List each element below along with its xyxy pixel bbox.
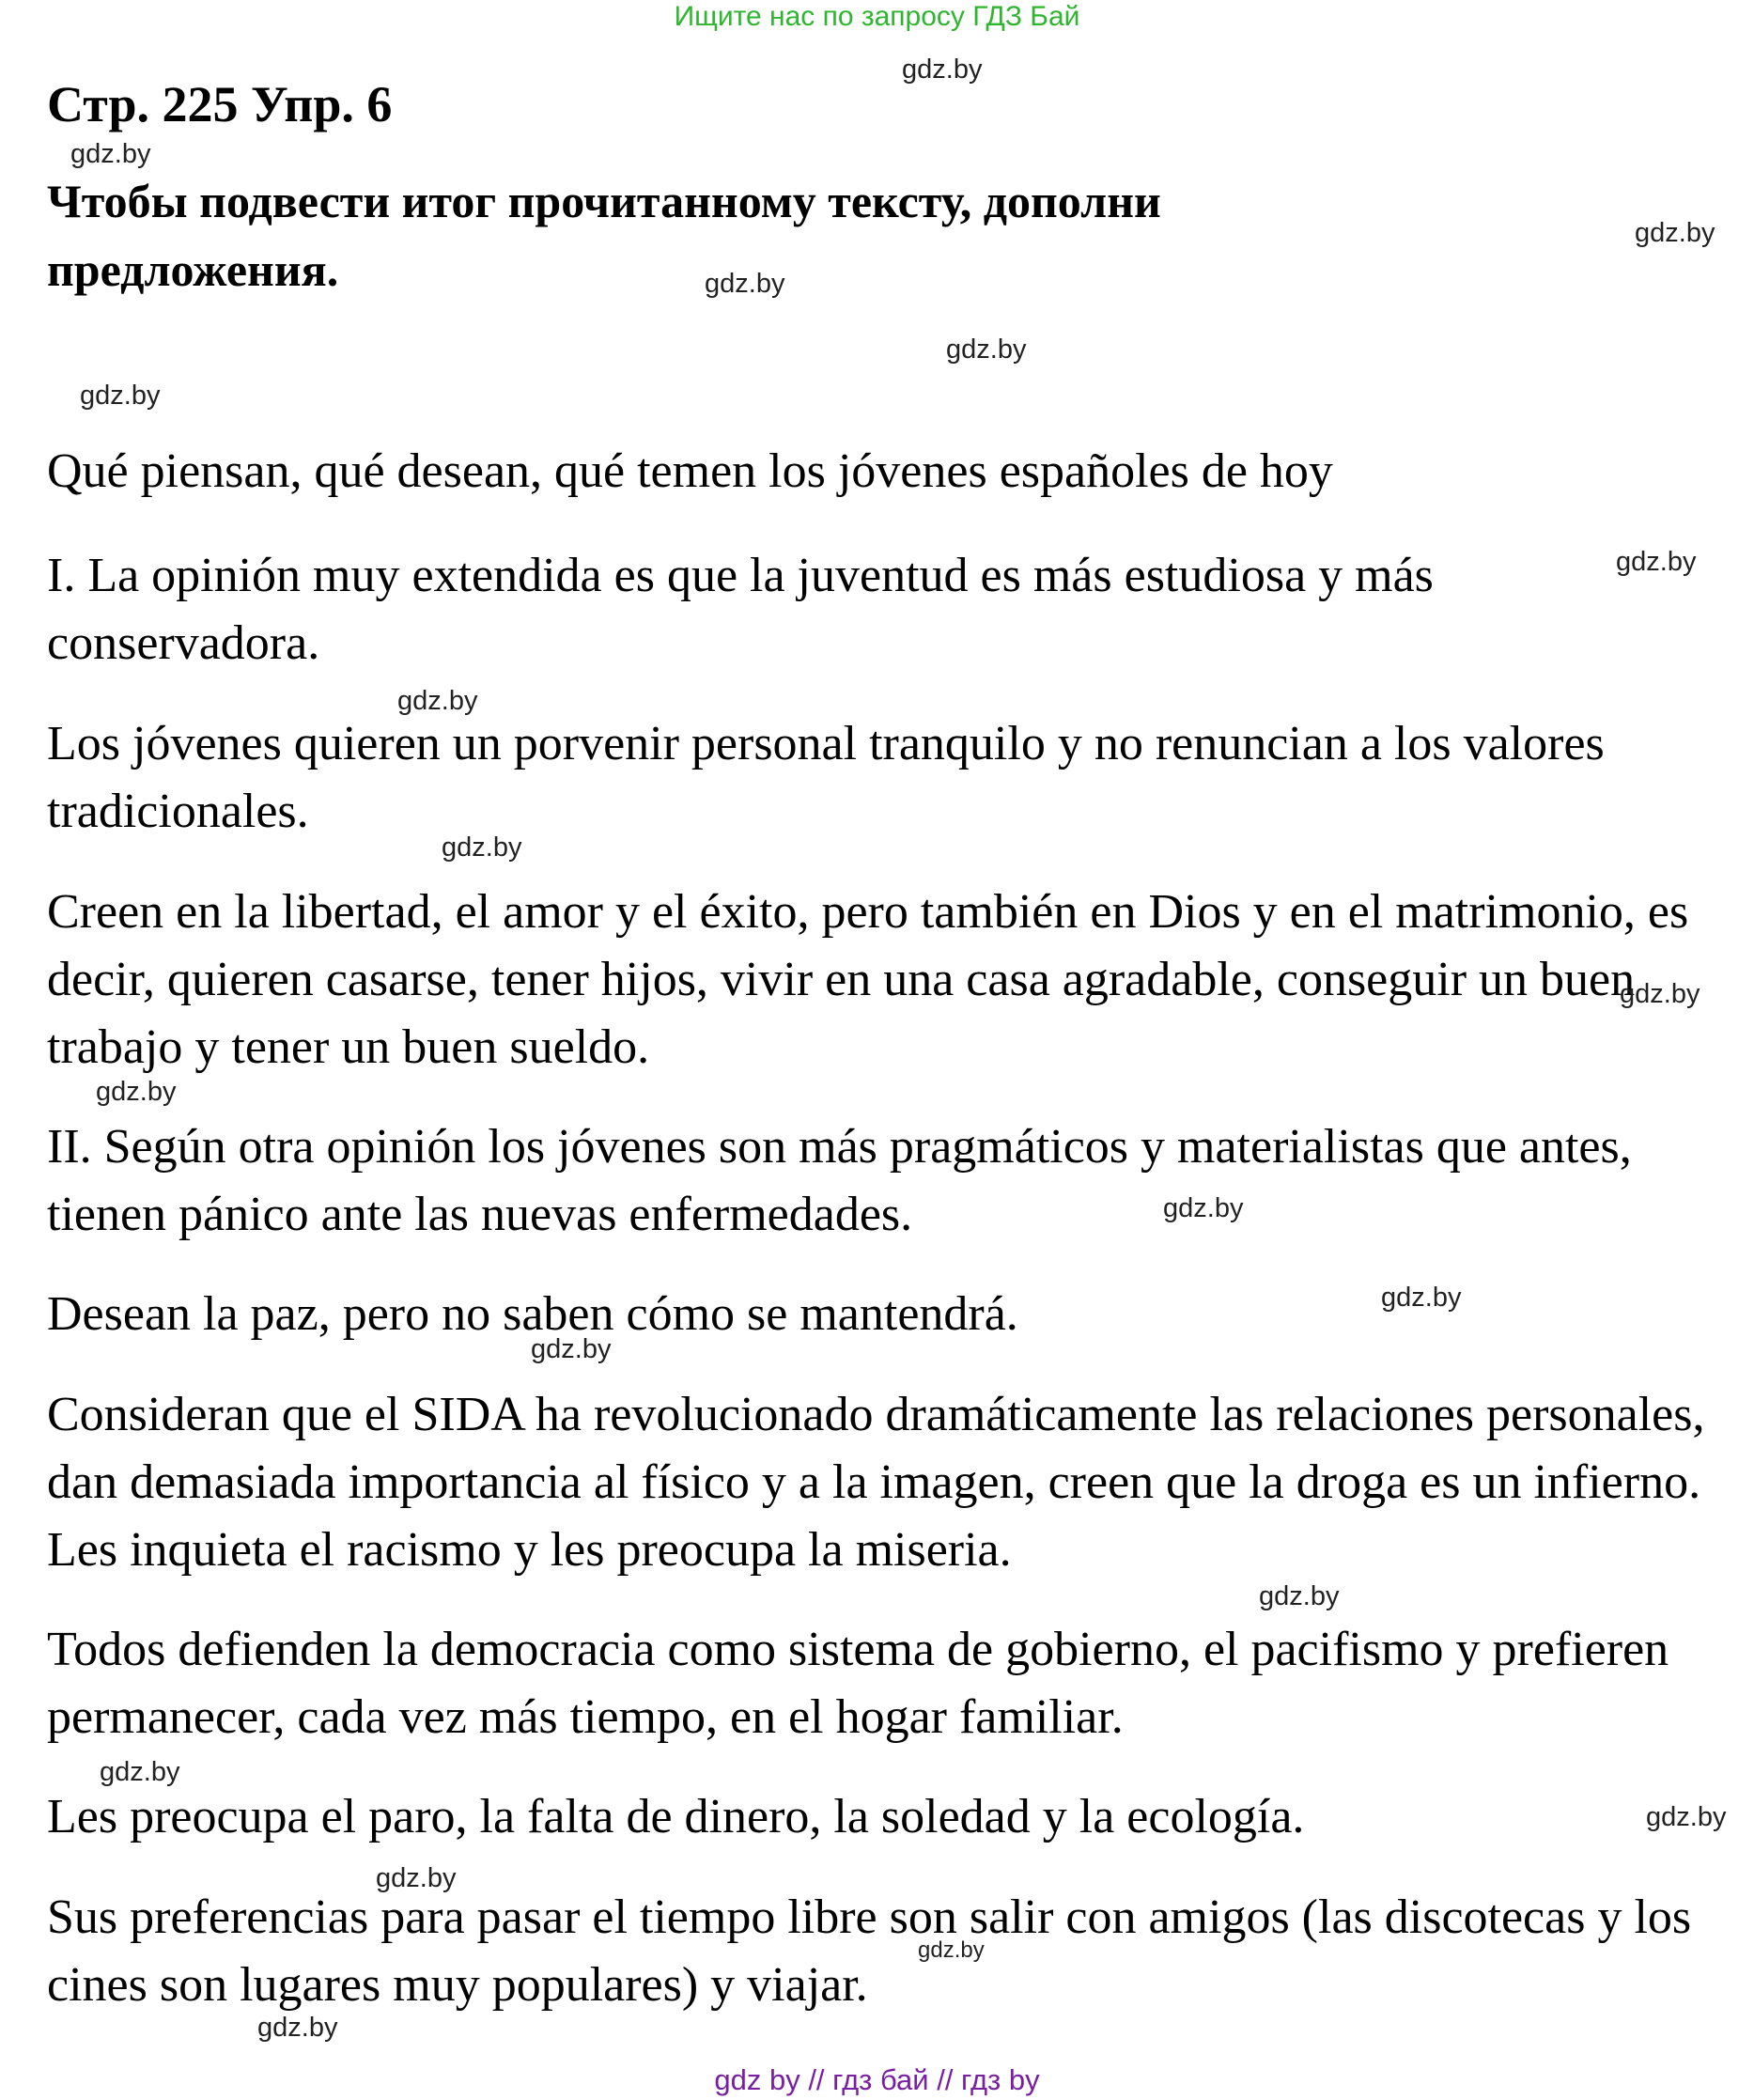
- watermark: gdz.by: [1620, 979, 1700, 1009]
- watermark: gdz.by: [918, 1937, 985, 1963]
- paragraph-2: Los jóvenes quieren un porvenir personal tranquilo y no renuncian a los valores tradicionales.: [47, 717, 1605, 838]
- watermark: gdz.by: [1259, 1581, 1340, 1611]
- paragraph-8: Les preocupa el paro, la falta de dinero, la soledad y la ecología.: [47, 1790, 1305, 1843]
- watermark: gdz.by: [1381, 1283, 1462, 1313]
- watermark: gdz.by: [100, 1757, 180, 1787]
- paragraph-7: Todos defienden la democracia como sistema de gobierno, el pacifismo y prefieren permanecer, cada vez más tiempo, en el hogar familiar.: [47, 1623, 1669, 1744]
- page-heading: Стр. 225 Упр. 6: [47, 76, 393, 132]
- watermark: gdz.by: [442, 832, 522, 863]
- watermark: gdz.by: [257, 2013, 338, 2043]
- footer-links: gdz by // гдз бай // гдз by: [714, 2063, 1040, 2096]
- watermark: gdz.by: [397, 686, 478, 716]
- watermark: gdz.by: [531, 1334, 612, 1364]
- task-instruction: Чтобы подвести итог прочитанному тексту, дополни предложения.: [47, 175, 1161, 296]
- watermark: gdz.by: [1163, 1193, 1244, 1223]
- top-banner: Ищите нас по запросу ГДЗ Бай: [674, 1, 1080, 32]
- watermark: gdz.by: [80, 381, 161, 411]
- watermark: gdz.by: [1616, 547, 1697, 577]
- watermark: gdz.by: [946, 334, 1027, 365]
- paragraph-9: Sus preferencias para pasar el tiempo libre son salir con amigos (las discotecas y los cines son lugares muy populares) y viajar.: [47, 1890, 1692, 2012]
- watermark: gdz.by: [1646, 1802, 1727, 1832]
- paragraph-3: Creen en la libertad, el amor y el éxito, pero también en Dios y en el matrimonio, es decir, quieren casarse, tener hijos, vivir en una casa agradable, conseguir un buen trabajo y tener un buen sueldo.: [47, 885, 1689, 1074]
- paragraph-4: II. Según otra opinión los jóvenes son más pragmáticos y materialistas que antes, tienen pánico ante las nuevas enfermedades.: [47, 1120, 1632, 1241]
- paragraph-1: I. La opinión muy extendida es que la juventud es más estudiosa y más conservadora.: [47, 549, 1434, 670]
- watermark: gdz.by: [902, 54, 983, 85]
- watermark: gdz.by: [376, 1863, 457, 1893]
- watermark: gdz.by: [1635, 218, 1715, 248]
- watermark: gdz.by: [705, 269, 785, 299]
- text-title: Qué piensan, qué desean, qué temen los jóvenes españoles de hoy: [47, 444, 1333, 498]
- watermark: gdz.by: [70, 139, 151, 169]
- paragraph-6: Consideran que el SIDA ha revolucionado dramáticamente las relaciones personales, dan demasiada importancia al físico y a la imagen, creen que la droga es un infierno. Les inquieta el racismo y les preocupa la miseria.: [47, 1388, 1705, 1577]
- paragraph-5: Desean la paz, pero no saben cómo se mantendrá.: [47, 1287, 1018, 1341]
- watermark: gdz.by: [96, 1077, 177, 1107]
